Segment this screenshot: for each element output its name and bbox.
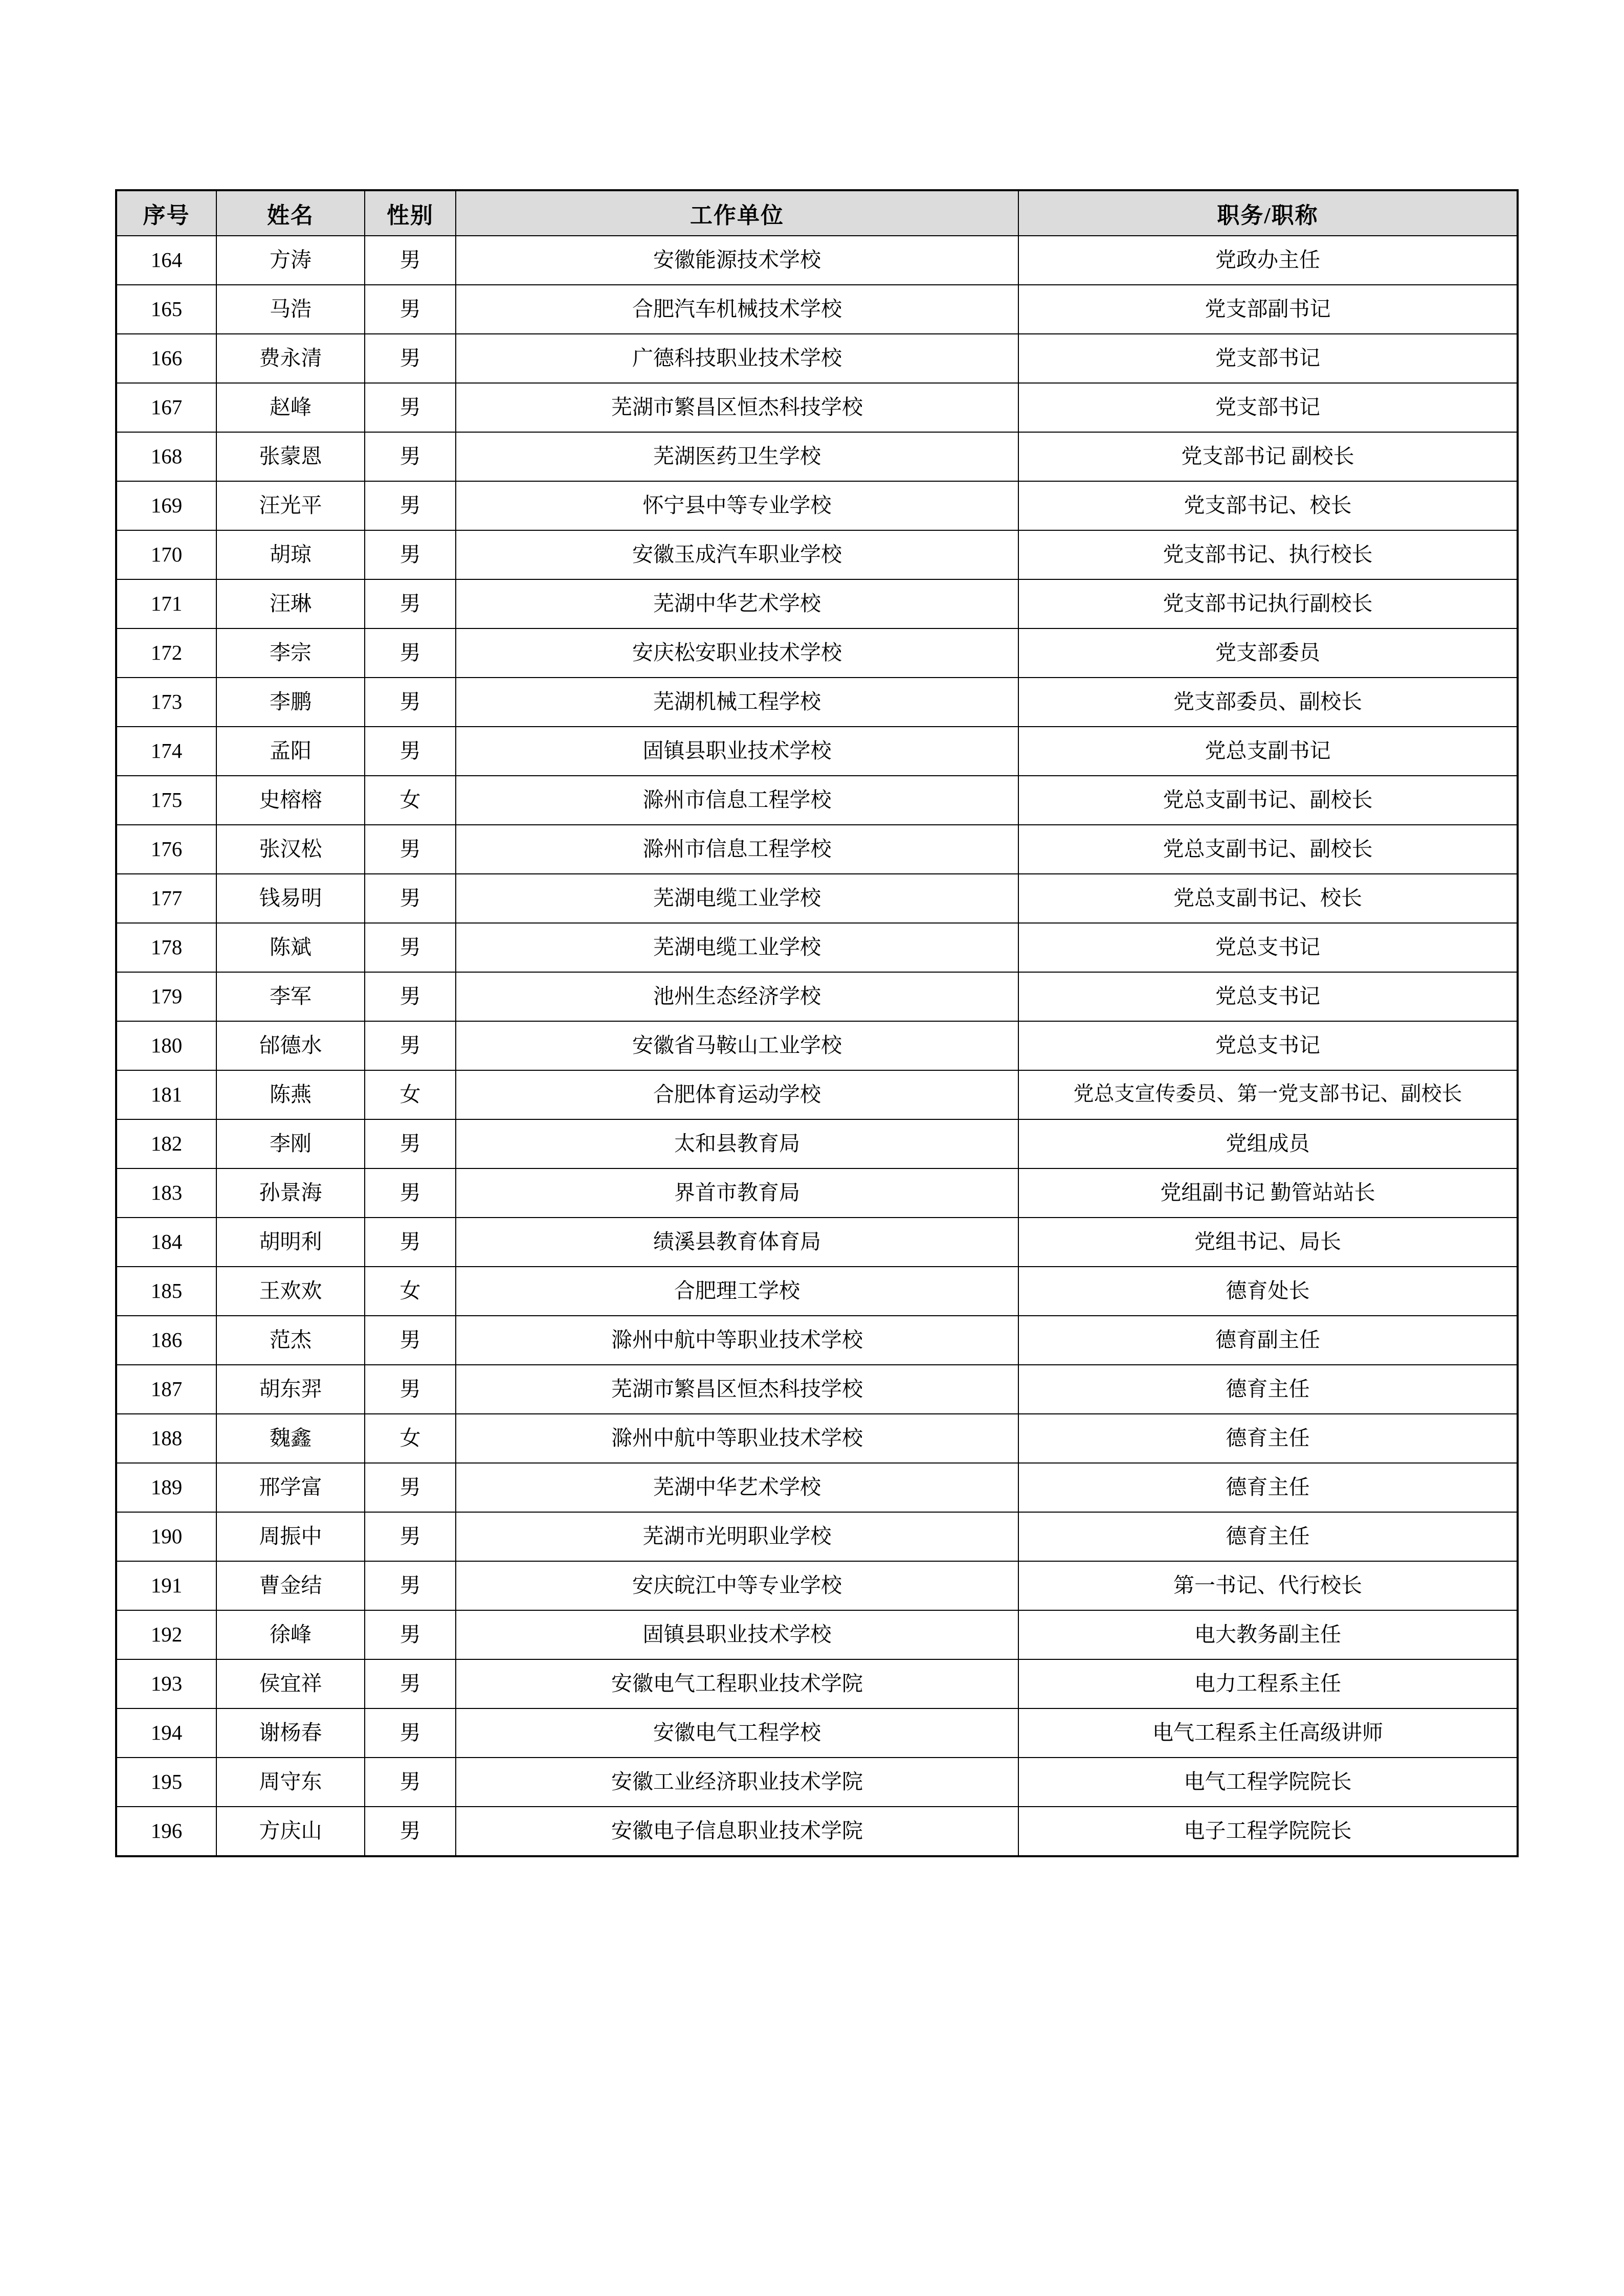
cell-title: 德育主任 (1018, 1463, 1518, 1512)
table-row (116, 1708, 1518, 1758)
table-row (116, 628, 1518, 678)
roster-table (115, 189, 1519, 1857)
cell-index: 181 (116, 1070, 216, 1119)
cell-organization: 芜湖机械工程学校 (456, 678, 1018, 727)
cell-organization: 池州生态经济学校 (456, 972, 1018, 1021)
cell-name: 徐峰 (216, 1610, 365, 1659)
cell-name: 钱易明 (216, 874, 365, 923)
cell-sex: 男 (365, 972, 456, 1021)
cell-name: 邢学富 (216, 1463, 365, 1512)
cell-organization: 安徽玉成汽车职业学校 (456, 530, 1018, 579)
cell-index: 167 (116, 383, 216, 432)
cell-title: 党总支副书记、副校长 (1018, 825, 1518, 874)
cell-index: 186 (116, 1316, 216, 1365)
table-row (116, 236, 1518, 285)
cell-organization: 安徽能源技术学校 (456, 236, 1018, 285)
cell-sex: 男 (365, 1168, 456, 1218)
cell-index: 172 (116, 628, 216, 678)
cell-organization: 芜湖市繁昌区恒杰科技学校 (456, 383, 1018, 432)
cell-index: 177 (116, 874, 216, 923)
cell-sex: 男 (365, 923, 456, 972)
cell-name: 李鹏 (216, 678, 365, 727)
cell-title: 电气工程系主任高级讲师 (1018, 1708, 1518, 1758)
cell-title: 德育副主任 (1018, 1316, 1518, 1365)
cell-title: 第一书记、代行校长 (1018, 1561, 1518, 1610)
table-row (116, 1414, 1518, 1463)
cell-title: 德育处长 (1018, 1267, 1518, 1316)
cell-sex: 男 (365, 432, 456, 481)
cell-index: 195 (116, 1758, 216, 1807)
cell-title: 党组书记、局长 (1018, 1218, 1518, 1267)
cell-index: 176 (116, 825, 216, 874)
cell-title: 党组副书记 勤管站站长 (1018, 1168, 1518, 1218)
cell-title: 党支部委员 (1018, 628, 1518, 678)
cell-sex: 男 (365, 1021, 456, 1070)
cell-organization: 合肥体育运动学校 (456, 1070, 1018, 1119)
cell-name: 胡东羿 (216, 1365, 365, 1414)
table-row (116, 579, 1518, 628)
cell-title: 党总支副书记、校长 (1018, 874, 1518, 923)
cell-sex: 男 (365, 727, 456, 776)
cell-sex: 男 (365, 1561, 456, 1610)
table-row (116, 874, 1518, 923)
cell-name: 史榕榕 (216, 776, 365, 825)
cell-sex: 男 (365, 1316, 456, 1365)
cell-name: 李军 (216, 972, 365, 1021)
cell-title: 党支部副书记 (1018, 285, 1518, 334)
cell-sex: 男 (365, 678, 456, 727)
cell-index: 169 (116, 481, 216, 530)
cell-name: 孙景海 (216, 1168, 365, 1218)
cell-sex: 女 (365, 1267, 456, 1316)
cell-organization: 广德科技职业技术学校 (456, 334, 1018, 383)
cell-title: 党支部书记 (1018, 383, 1518, 432)
cell-name: 谢杨春 (216, 1708, 365, 1758)
table-row (116, 1512, 1518, 1561)
cell-title: 电子工程学院院长 (1018, 1807, 1518, 1856)
table-row (116, 481, 1518, 530)
cell-organization: 滁州市信息工程学校 (456, 776, 1018, 825)
cell-sex: 男 (365, 530, 456, 579)
cell-title: 德育主任 (1018, 1365, 1518, 1414)
cell-name: 李刚 (216, 1119, 365, 1168)
cell-sex: 男 (365, 628, 456, 678)
cell-organization: 安徽电气工程职业技术学院 (456, 1659, 1018, 1708)
cell-name: 方涛 (216, 236, 365, 285)
cell-index: 180 (116, 1021, 216, 1070)
cell-organization: 固镇县职业技术学校 (456, 727, 1018, 776)
cell-sex: 男 (365, 285, 456, 334)
cell-index: 179 (116, 972, 216, 1021)
cell-organization: 太和县教育局 (456, 1119, 1018, 1168)
cell-name: 汪光平 (216, 481, 365, 530)
column-header-index: 序号 (116, 190, 216, 236)
cell-name: 胡明利 (216, 1218, 365, 1267)
cell-index: 194 (116, 1708, 216, 1758)
cell-index: 165 (116, 285, 216, 334)
cell-title: 党支部书记、执行校长 (1018, 530, 1518, 579)
cell-sex: 男 (365, 1512, 456, 1561)
cell-title: 党总支副书记 (1018, 727, 1518, 776)
cell-sex: 男 (365, 1365, 456, 1414)
cell-name: 魏鑫 (216, 1414, 365, 1463)
cell-sex: 男 (365, 1610, 456, 1659)
cell-name: 陈燕 (216, 1070, 365, 1119)
cell-sex: 女 (365, 776, 456, 825)
cell-title: 电气工程学院院长 (1018, 1758, 1518, 1807)
cell-title: 党总支书记 (1018, 1021, 1518, 1070)
table-row (116, 1168, 1518, 1218)
cell-name: 汪琳 (216, 579, 365, 628)
cell-name: 胡琼 (216, 530, 365, 579)
cell-sex: 男 (365, 1659, 456, 1708)
cell-sex: 男 (365, 825, 456, 874)
cell-organization: 界首市教育局 (456, 1168, 1018, 1218)
cell-index: 190 (116, 1512, 216, 1561)
cell-organization: 芜湖医药卫生学校 (456, 432, 1018, 481)
cell-index: 188 (116, 1414, 216, 1463)
table-row (116, 334, 1518, 383)
header-row (116, 190, 1518, 236)
cell-title: 党总支书记 (1018, 923, 1518, 972)
cell-index: 173 (116, 678, 216, 727)
table-row (116, 727, 1518, 776)
cell-index: 171 (116, 579, 216, 628)
cell-name: 张蒙恩 (216, 432, 365, 481)
column-header-name: 姓名 (216, 190, 365, 236)
cell-organization: 固镇县职业技术学校 (456, 1610, 1018, 1659)
cell-name: 范杰 (216, 1316, 365, 1365)
cell-index: 193 (116, 1659, 216, 1708)
cell-index: 191 (116, 1561, 216, 1610)
table-row (116, 432, 1518, 481)
cell-title: 党支部书记、校长 (1018, 481, 1518, 530)
table-row (116, 1807, 1518, 1856)
cell-name: 方庆山 (216, 1807, 365, 1856)
cell-organization: 芜湖电缆工业学校 (456, 923, 1018, 972)
cell-sex: 男 (365, 334, 456, 383)
cell-sex: 女 (365, 1414, 456, 1463)
cell-index: 189 (116, 1463, 216, 1512)
cell-name: 周振中 (216, 1512, 365, 1561)
cell-sex: 男 (365, 1807, 456, 1856)
table-row (116, 530, 1518, 579)
cell-name: 侯宜祥 (216, 1659, 365, 1708)
cell-organization: 芜湖市繁昌区恒杰科技学校 (456, 1365, 1018, 1414)
cell-name: 马浩 (216, 285, 365, 334)
cell-title: 党组成员 (1018, 1119, 1518, 1168)
cell-index: 178 (116, 923, 216, 972)
cell-title: 党支部书记 副校长 (1018, 432, 1518, 481)
cell-title: 德育主任 (1018, 1414, 1518, 1463)
cell-organization: 安庆皖江中等专业学校 (456, 1561, 1018, 1610)
cell-index: 192 (116, 1610, 216, 1659)
cell-title: 党总支宣传委员、第一党支部书记、副校长 (1018, 1069, 1518, 1118)
cell-organization: 合肥理工学校 (456, 1267, 1018, 1316)
cell-organization: 安徽省马鞍山工业学校 (456, 1021, 1018, 1070)
table-row (116, 776, 1518, 825)
cell-title: 党政办主任 (1018, 236, 1518, 285)
cell-index: 182 (116, 1119, 216, 1168)
cell-name: 邰德水 (216, 1021, 365, 1070)
cell-title: 德育主任 (1018, 1512, 1518, 1561)
cell-sex: 男 (365, 481, 456, 530)
cell-sex: 男 (365, 1463, 456, 1512)
cell-name: 费永清 (216, 334, 365, 383)
cell-name: 曹金结 (216, 1561, 365, 1610)
cell-organization: 滁州市信息工程学校 (456, 825, 1018, 874)
table-header (116, 190, 1518, 236)
cell-name: 王欢欢 (216, 1267, 365, 1316)
cell-organization: 芜湖市光明职业学校 (456, 1512, 1018, 1561)
table-row (116, 1218, 1518, 1267)
cell-index: 164 (116, 236, 216, 285)
cell-sex: 男 (365, 1708, 456, 1758)
table-row (116, 1267, 1518, 1316)
cell-organization: 合肥汽车机械技术学校 (456, 285, 1018, 334)
column-header-title: 职务/职称 (1018, 190, 1518, 236)
cell-index: 187 (116, 1365, 216, 1414)
table-row (116, 1463, 1518, 1512)
cell-sex: 男 (365, 1758, 456, 1807)
cell-index: 168 (116, 432, 216, 481)
table-row (116, 923, 1518, 972)
cell-sex: 男 (365, 383, 456, 432)
table-row (116, 972, 1518, 1021)
cell-title: 党支部书记执行副校长 (1018, 579, 1518, 628)
cell-sex: 男 (365, 1218, 456, 1267)
cell-title: 党总支副书记、副校长 (1018, 776, 1518, 825)
table-row (116, 1365, 1518, 1414)
cell-name: 孟阳 (216, 727, 365, 776)
cell-sex: 女 (365, 1070, 456, 1119)
cell-name: 赵峰 (216, 383, 365, 432)
cell-title: 党总支书记 (1018, 972, 1518, 1021)
cell-organization: 滁州中航中等职业技术学校 (456, 1414, 1018, 1463)
cell-organization: 安徽工业经济职业技术学院 (456, 1758, 1018, 1807)
cell-index: 170 (116, 530, 216, 579)
table-row (116, 1659, 1518, 1708)
table-row (116, 1070, 1518, 1119)
cell-organization: 怀宁县中等专业学校 (456, 481, 1018, 530)
cell-index: 196 (116, 1807, 216, 1856)
cell-sex: 男 (365, 874, 456, 923)
cell-index: 184 (116, 1218, 216, 1267)
cell-organization: 滁州中航中等职业技术学校 (456, 1316, 1018, 1365)
cell-sex: 男 (365, 579, 456, 628)
cell-index: 174 (116, 727, 216, 776)
cell-organization: 安徽电子信息职业技术学院 (456, 1807, 1018, 1856)
table-row (116, 678, 1518, 727)
cell-name: 周守东 (216, 1758, 365, 1807)
cell-organization: 安庆松安职业技术学校 (456, 628, 1018, 678)
cell-index: 166 (116, 334, 216, 383)
table-row (116, 285, 1518, 334)
cell-title: 党支部委员、副校长 (1018, 678, 1518, 727)
cell-sex: 男 (365, 236, 456, 285)
table-row (116, 383, 1518, 432)
cell-organization: 安徽电气工程学校 (456, 1708, 1018, 1758)
cell-name: 张汉松 (216, 825, 365, 874)
cell-name: 陈斌 (216, 923, 365, 972)
cell-sex: 男 (365, 1119, 456, 1168)
cell-title: 电力工程系主任 (1018, 1659, 1518, 1708)
table-row (116, 1561, 1518, 1610)
table-row (116, 1316, 1518, 1365)
cell-organization: 芜湖中华艺术学校 (456, 1463, 1018, 1512)
cell-title: 电大教务副主任 (1018, 1610, 1518, 1659)
cell-index: 185 (116, 1267, 216, 1316)
cell-title: 党支部书记 (1018, 334, 1518, 383)
table-row (116, 825, 1518, 874)
column-header-sex: 性别 (365, 190, 456, 236)
cell-name: 李宗 (216, 628, 365, 678)
cell-index: 183 (116, 1168, 216, 1218)
cell-organization: 芜湖电缆工业学校 (456, 874, 1018, 923)
table-row (116, 1758, 1518, 1807)
table-body (116, 236, 1518, 1856)
table-row (116, 1119, 1518, 1168)
table-row (116, 1610, 1518, 1659)
cell-organization: 绩溪县教育体育局 (456, 1218, 1018, 1267)
column-header-organization: 工作单位 (456, 190, 1018, 236)
table-row (116, 1021, 1518, 1070)
cell-organization: 芜湖中华艺术学校 (456, 579, 1018, 628)
cell-index: 175 (116, 776, 216, 825)
